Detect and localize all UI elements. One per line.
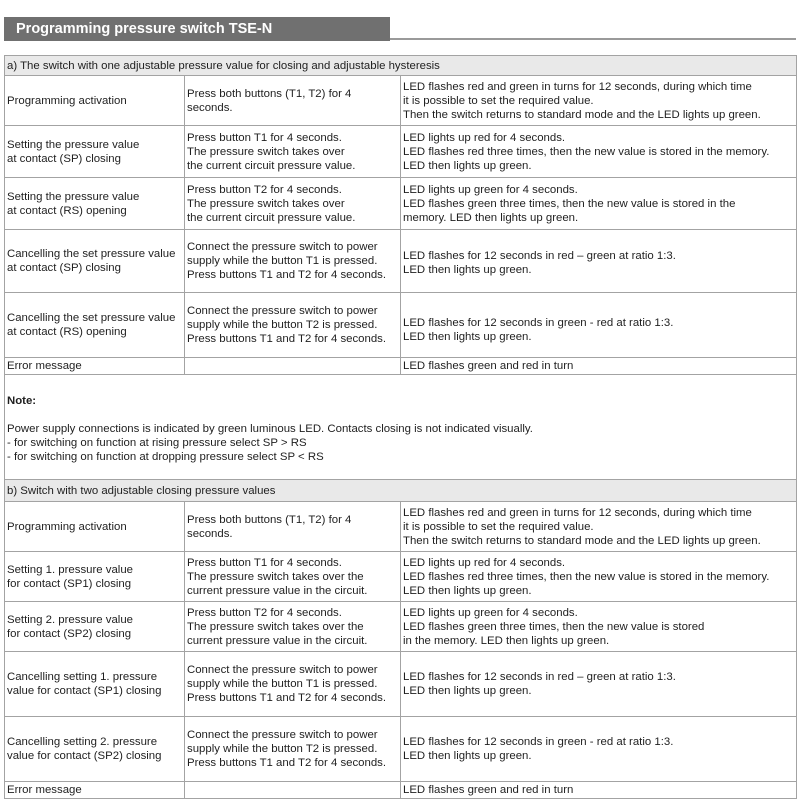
- row-result: LED flashes for 12 seconds in green - red at ratio 1:3. LED then lights up green.: [401, 717, 797, 782]
- row-action: Press both buttons (T1, T2) for 4 seconds.: [185, 76, 401, 126]
- row-label: Error message: [5, 782, 185, 799]
- row-result: LED lights up green for 4 seconds. LED flashes green three times, then the new value is stored in the memory. LED then lights up green.: [401, 178, 797, 230]
- page-title: Programming pressure switch TSE-N: [4, 17, 390, 41]
- row-result: LED flashes for 12 seconds in red – green at ratio 1:3. LED then lights up green.: [401, 230, 797, 293]
- row-label: Programming activation: [5, 76, 185, 126]
- row-label: Error message: [5, 358, 185, 375]
- row-label: Cancelling setting 2. pressure value for contact (SP2) closing: [5, 717, 185, 782]
- row-result: LED flashes for 12 seconds in red – green at ratio 1:3. LED then lights up green.: [401, 652, 797, 717]
- table-row: [5, 782, 797, 799]
- row-label: Setting 1. pressure value for contact (SP1) closing: [5, 552, 185, 602]
- row-label: Cancelling setting 1. pressure value for contact (SP1) closing: [5, 652, 185, 717]
- row-result: LED flashes green and red in turn: [401, 782, 797, 799]
- table-row: [5, 178, 797, 230]
- row-label: Setting 2. pressure value for contact (SP2) closing: [5, 602, 185, 652]
- note-row: [5, 375, 797, 480]
- table-row: [5, 502, 797, 552]
- table-row: [5, 126, 797, 178]
- row-label: Setting the pressure value at contact (SP) closing: [5, 126, 185, 178]
- row-result: LED lights up green for 4 seconds. LED flashes green three times, then the new value is stored in the memory. LED then lights up green.: [401, 602, 797, 652]
- table-row: [5, 602, 797, 652]
- table-row: [5, 358, 797, 375]
- row-label: Programming activation: [5, 502, 185, 552]
- row-action: Press both buttons (T1, T2) for 4 seconds.: [185, 502, 401, 552]
- section-a-heading: a) The switch with one adjustable pressure value for closing and adjustable hysteresis: [5, 56, 797, 76]
- row-action: Connect the pressure switch to power supply while the button T2 is pressed. Press buttons T1 and T2 for 4 seconds.: [185, 293, 401, 358]
- row-action: [185, 358, 401, 375]
- title-rule: [390, 38, 796, 40]
- row-result: LED lights up red for 4 seconds. LED flashes red three times, then the new value is stored in the memory. LED then lights up green.: [401, 126, 797, 178]
- row-action: Connect the pressure switch to power supply while the button T1 is pressed. Press buttons T1 and T2 for 4 seconds.: [185, 230, 401, 293]
- row-action: Connect the pressure switch to power supply while the button T2 is pressed. Press buttons T1 and T2 for 4 seconds.: [185, 717, 401, 782]
- section-a-heading-row: [5, 56, 797, 76]
- section-b-heading-row: [5, 480, 797, 502]
- row-action: Press button T2 for 4 seconds. The pressure switch takes over the current circuit pressure value.: [185, 178, 401, 230]
- row-result: LED flashes red and green in turns for 12 seconds, during which time it is possible to set the required value. Then the switch returns to standard mode and the LED lights up green.: [401, 502, 797, 552]
- table-row: [5, 717, 797, 782]
- section-b-heading: b) Switch with two adjustable closing pressure values: [5, 480, 797, 502]
- table-row: [5, 552, 797, 602]
- programming-table: [4, 55, 797, 799]
- row-action: Press button T1 for 4 seconds. The pressure switch takes over the current pressure value in the circuit.: [185, 552, 401, 602]
- note-title: Note:: [7, 395, 37, 407]
- row-action: Press button T1 for 4 seconds. The pressure switch takes over the current circuit pressure value.: [185, 126, 401, 178]
- row-label: Cancelling the set pressure value at contact (SP) closing: [5, 230, 185, 293]
- row-label: Cancelling the set pressure value at contact (RS) opening: [5, 293, 185, 358]
- row-action: [185, 782, 401, 799]
- row-result: LED lights up red for 4 seconds. LED flashes red three times, then the new value is stored in the memory. LED then lights up green.: [401, 552, 797, 602]
- note-cell: [5, 375, 797, 480]
- row-label: Setting the pressure value at contact (RS) opening: [5, 178, 185, 230]
- table-row: [5, 652, 797, 717]
- table-row: [5, 230, 797, 293]
- row-action: Connect the pressure switch to power supply while the button T1 is pressed. Press buttons T1 and T2 for 4 seconds.: [185, 652, 401, 717]
- row-result: LED flashes red and green in turns for 12 seconds, during which time it is possible to set the required value. Then the switch returns to standard mode and the LED lights up green.: [401, 76, 797, 126]
- note-lines: Power supply connections is indicated by green luminous LED. Contacts closing is not indicated visually. - for switching on function at rising pressure select SP > RS - for switching on function at dropping pressure select SP < RS: [7, 423, 533, 463]
- row-result: LED flashes green and red in turn: [401, 358, 797, 375]
- table-row: [5, 76, 797, 126]
- row-result: LED flashes for 12 seconds in green - red at ratio 1:3. LED then lights up green.: [401, 293, 797, 358]
- table-row: [5, 293, 797, 358]
- row-action: Press button T2 for 4 seconds. The pressure switch takes over the current pressure value in the circuit.: [185, 602, 401, 652]
